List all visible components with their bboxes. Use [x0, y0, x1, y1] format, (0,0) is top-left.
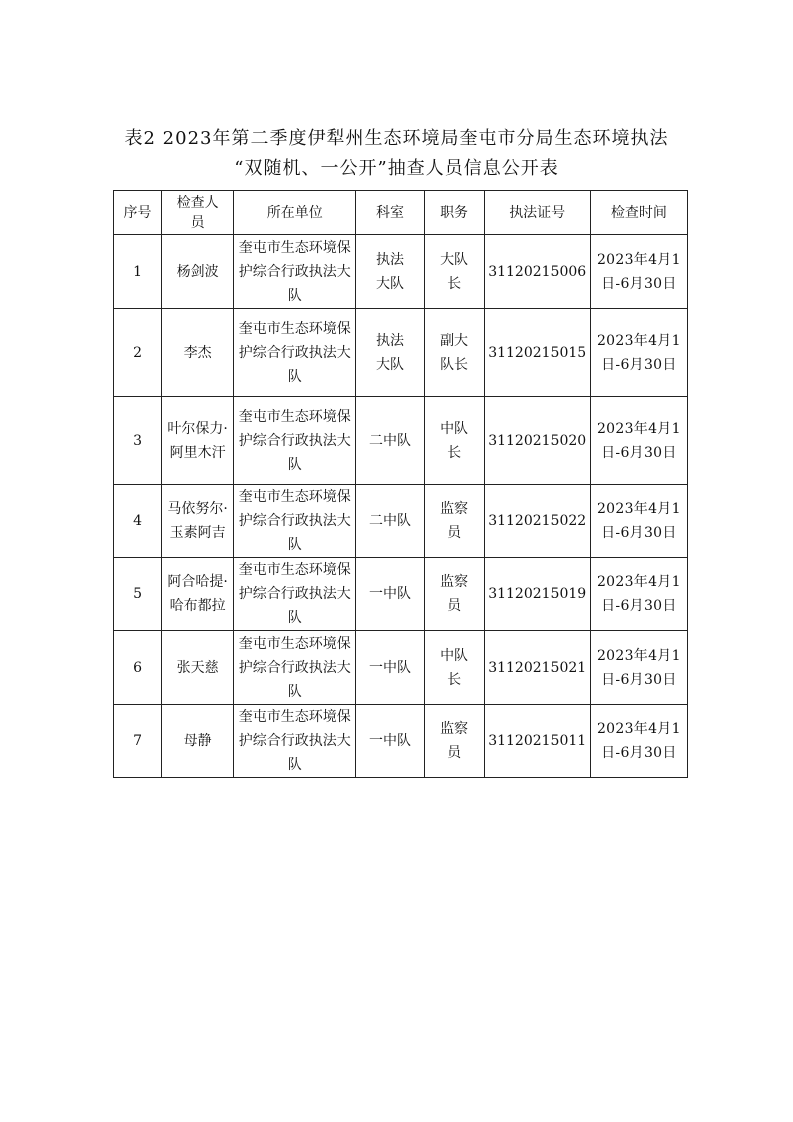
cell-seq: 7 — [114, 705, 162, 778]
table-title-line-1: 表2 2023年第二季度伊犁州生态环境局奎屯市分局生态环境执法 — [124, 128, 669, 149]
cell-time: 2023年4月1日-6月30日 — [590, 235, 687, 309]
cell-position — [424, 631, 484, 705]
cell-cert: 31120215019 — [484, 558, 590, 631]
cell-unit: 奎屯市生态环境保护综合行政执法大队 — [234, 631, 356, 705]
cell-seq: 3 — [114, 397, 162, 485]
cell-time: 2023年4月1日-6月30日 — [590, 397, 687, 485]
cell-position-text: 副大队长 — [440, 332, 469, 373]
table-row — [114, 558, 688, 631]
cell-seq: 2 — [114, 309, 162, 397]
header-name — [162, 191, 234, 235]
cell-cert: 31120215020 — [484, 397, 590, 485]
cell-name — [162, 558, 234, 631]
header-row — [114, 191, 688, 235]
cell-name — [162, 397, 234, 485]
table-row — [114, 705, 688, 778]
inspector-info-table — [113, 190, 688, 778]
cell-name: 母静 — [162, 705, 234, 778]
cell-position — [424, 235, 484, 309]
cell-time: 2023年4月1日-6月30日 — [590, 631, 687, 705]
table-row — [114, 309, 688, 397]
cell-position-text: 大队长 — [440, 251, 469, 292]
cell-dept: 一中队 — [356, 558, 424, 631]
table-row — [114, 485, 688, 558]
cell-unit: 奎屯市生态环境保护综合行政执法大队 — [234, 235, 356, 309]
cell-position-text: 监察员 — [440, 501, 469, 541]
table-row — [114, 631, 688, 705]
table-row — [114, 235, 688, 309]
cell-position-text: 中队长 — [440, 420, 469, 461]
cell-unit: 奎屯市生态环境保护综合行政执法大队 — [234, 309, 356, 397]
cell-cert: 31120215015 — [484, 309, 590, 397]
cell-dept — [356, 235, 424, 309]
header-unit: 所在单位 — [234, 191, 356, 235]
cell-dept: 一中队 — [356, 705, 424, 778]
cell-seq: 5 — [114, 558, 162, 631]
cell-name: 张天慈 — [162, 631, 234, 705]
header-seq: 序号 — [114, 191, 162, 235]
cell-cert: 31120215006 — [484, 235, 590, 309]
cell-name-text: 马依努尔·玉素阿吉 — [167, 501, 228, 541]
cell-unit: 奎屯市生态环境保护综合行政执法大队 — [234, 705, 356, 778]
cell-time: 2023年4月1日-6月30日 — [590, 485, 687, 558]
cell-dept-text: 执法大队 — [375, 251, 404, 292]
cell-dept: 一中队 — [356, 631, 424, 705]
cell-dept: 二中队 — [356, 397, 424, 485]
cell-name: 李杰 — [162, 309, 234, 397]
cell-seq: 6 — [114, 631, 162, 705]
header-dept: 科室 — [356, 191, 424, 235]
header-time: 检查时间 — [590, 191, 687, 235]
cell-unit: 奎屯市生态环境保护综合行政执法大队 — [234, 397, 356, 485]
cell-position — [424, 558, 484, 631]
table-title-line-2: “双随机、一公开”抽查人员信息公开表 — [234, 158, 559, 179]
cell-cert: 31120215021 — [484, 631, 590, 705]
cell-name: 杨剑波 — [162, 235, 234, 309]
cell-unit: 奎屯市生态环境保护综合行政执法大队 — [234, 485, 356, 558]
cell-name — [162, 485, 234, 558]
cell-position-text: 监察员 — [440, 721, 469, 761]
header-position: 职务 — [424, 191, 484, 235]
cell-seq: 1 — [114, 235, 162, 309]
cell-dept-text: 执法大队 — [375, 332, 404, 373]
cell-position-text: 监察员 — [440, 574, 469, 614]
cell-time: 2023年4月1日-6月30日 — [590, 705, 687, 778]
cell-name-text: 阿合哈提·哈布都拉 — [167, 574, 228, 614]
cell-cert: 31120215022 — [484, 485, 590, 558]
cell-time: 2023年4月1日-6月30日 — [590, 309, 687, 397]
cell-name-text: 叶尔保力·阿里木汗 — [167, 420, 228, 461]
header-cert: 执法证号 — [484, 191, 590, 235]
cell-position — [424, 705, 484, 778]
cell-position — [424, 485, 484, 558]
cell-position — [424, 309, 484, 397]
cell-position-text: 中队长 — [440, 647, 469, 688]
cell-dept — [356, 309, 424, 397]
header-name-text: 检查人员 — [176, 194, 219, 231]
cell-cert: 31120215011 — [484, 705, 590, 778]
cell-position — [424, 397, 484, 485]
cell-seq: 4 — [114, 485, 162, 558]
cell-dept: 二中队 — [356, 485, 424, 558]
cell-unit: 奎屯市生态环境保护综合行政执法大队 — [234, 558, 356, 631]
cell-time: 2023年4月1日-6月30日 — [590, 558, 687, 631]
table-row — [114, 397, 688, 485]
